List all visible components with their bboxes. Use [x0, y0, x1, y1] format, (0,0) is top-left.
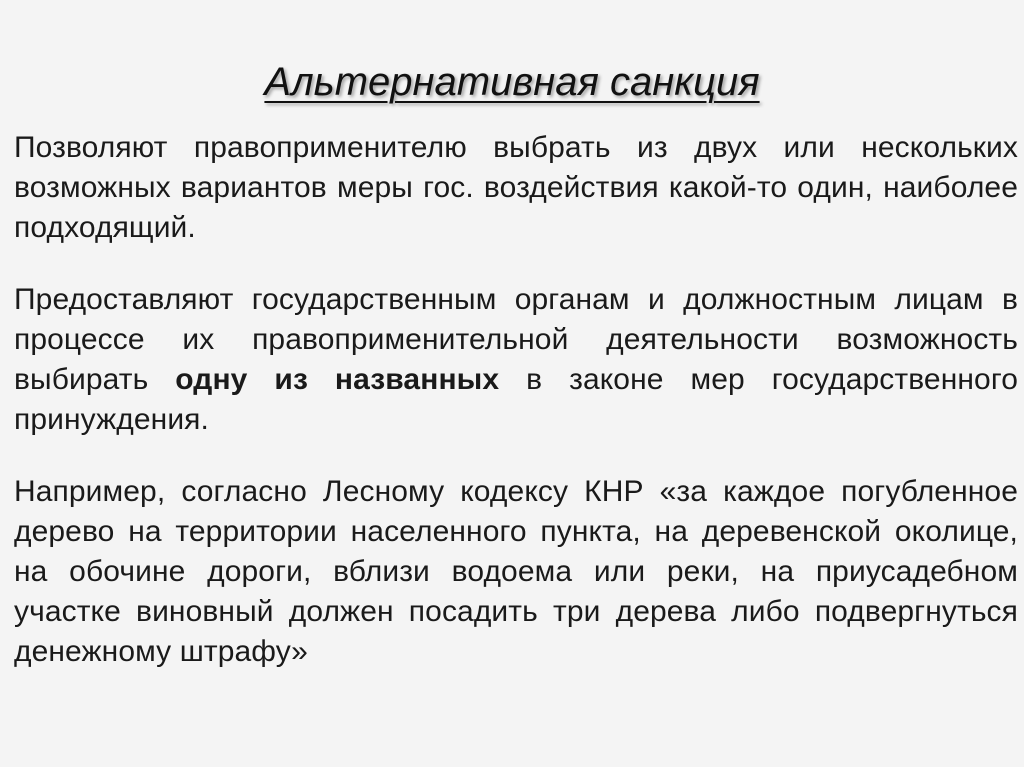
paragraph-powers-emphasis: одну из названных — [175, 363, 500, 396]
paragraph-definition: Позволяют правоприменителю выбрать из двух или нескольких возможных вариантов меры гос. воздействия какой-то один, наиболее подходящий. — [14, 131, 1018, 244]
slide-title: Альтернативная санкция — [264, 60, 760, 104]
slide-body — [14, 128, 1018, 704]
paragraph-powers-start: Предоставляют государственным органам и должностным лицам в процессе их правоприменительной деятельности возможность выбирать — [14, 283, 1018, 396]
paragraph-powers — [14, 280, 1018, 440]
paragraph-powers-end: в законе мер государственного принуждения. — [14, 363, 1018, 436]
paragraph-example: Например, согласно Лесному кодексу КНР «за каждое погубленное дерево на территории населенного пункта, на деревенской околице, на обочине дороги, вблизи водоема или реки, на приусадебном участке виновный должен посадить три дерева либо подвергнуться денежному штрафу» — [14, 475, 1018, 668]
